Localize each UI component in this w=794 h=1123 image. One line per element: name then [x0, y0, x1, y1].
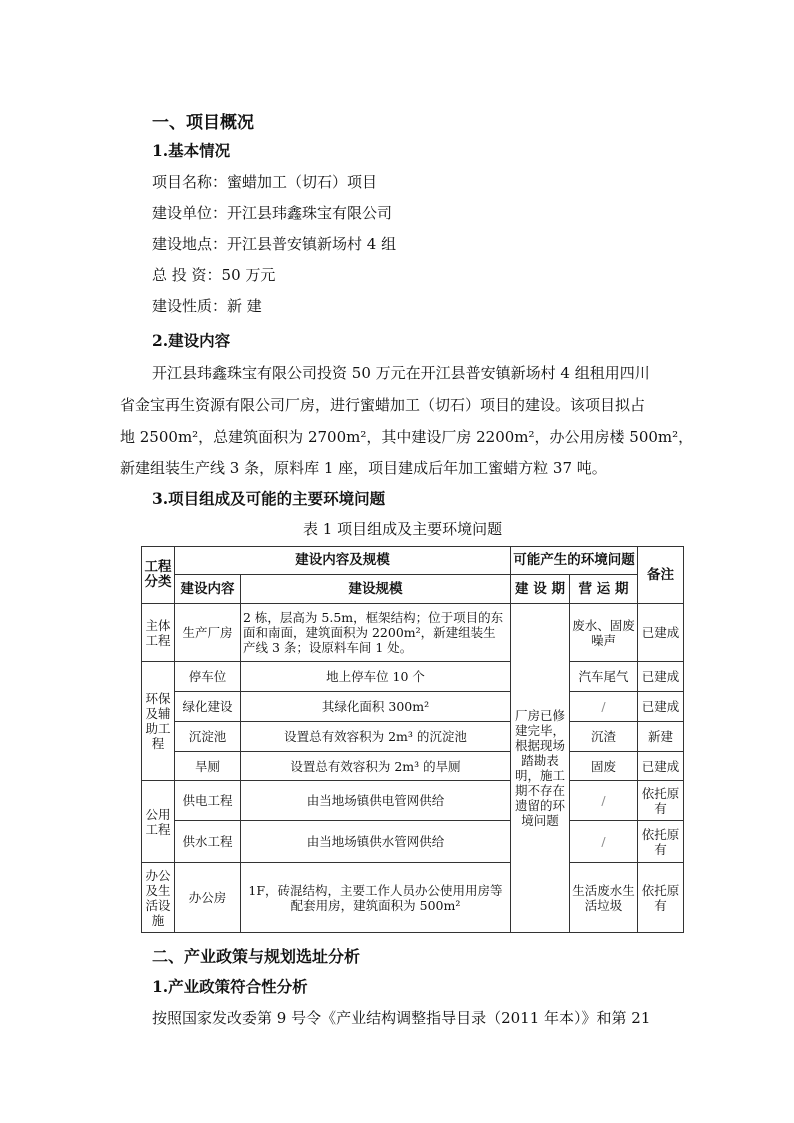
- policy-line: 按照国家发改委第 9 号令《产业结构调整指导目录（2011 年本）》和第 21: [152, 1009, 651, 1027]
- row-content: 旱厕: [175, 752, 241, 781]
- paragraph-line: 新建组装生产线 3 条，原料库 1 座，项目建成后年加工蜜蜡方粒 37 吨。: [120, 459, 607, 477]
- row-operation: 固废: [570, 752, 638, 781]
- header-content-scale: 建设内容及规模: [175, 547, 511, 575]
- project-composition-table: [141, 546, 684, 933]
- row-operation: 生活废水生活垃圾: [570, 863, 638, 933]
- row-remark: 已建成: [638, 692, 684, 722]
- section1-title: 一、项目概况: [152, 113, 254, 133]
- row-scale: 其绿化面积 300m²: [241, 692, 511, 722]
- row-content: 供电工程: [175, 781, 241, 821]
- row-scale: 设置总有效容积为 2m³ 的沉淀池: [241, 722, 511, 752]
- subheading-construction-content: 2.建设内容: [152, 331, 231, 350]
- header-category: 工程分类: [142, 547, 175, 604]
- table-header-row: [142, 547, 684, 575]
- row-operation: 沉渣: [570, 722, 638, 752]
- subheading-policy: 1.产业政策符合性分析: [152, 977, 308, 996]
- info-line-builder: 建设单位：开江县玮鑫珠宝有限公司: [152, 204, 393, 222]
- row-content: 供水工程: [175, 821, 241, 863]
- group-main: 主体工程: [142, 604, 175, 662]
- row-remark: 已建成: [638, 662, 684, 692]
- row-remark: 依托原有: [638, 863, 684, 933]
- table-row: [142, 692, 684, 722]
- row-operation: /: [570, 692, 638, 722]
- header-construction: 建 设 期: [511, 575, 570, 604]
- table-subheader-row: [142, 575, 684, 604]
- table-row: [142, 821, 684, 863]
- header-env-issues: 可能产生的环境问题: [511, 547, 638, 575]
- row-remark: 依托原有: [638, 781, 684, 821]
- paragraph-line: 开江县玮鑫珠宝有限公司投资 50 万元在开江县普安镇新场村 4 组租用四川: [152, 364, 650, 382]
- row-scale: 地上停车位 10 个: [241, 662, 511, 692]
- row-operation: 汽车尾气: [570, 662, 638, 692]
- header-remarks: 备注: [638, 547, 684, 604]
- subheading-composition: 3.项目组成及可能的主要环境问题: [152, 489, 386, 508]
- construction-note: 厂房已修建完毕，根据现场踏勘表明，施工期不存在遗留的环境问题: [511, 604, 570, 933]
- subheading-basic-info: 1.基本情况: [152, 141, 231, 160]
- row-operation: /: [570, 781, 638, 821]
- row-scale: 1F，砖混结构，主要工作人员办公使用用房等配套用房，建筑面积为 500m²: [241, 863, 511, 933]
- row-content: 生产厂房: [175, 604, 241, 662]
- row-scale: 由当地场镇供电管网供给: [241, 781, 511, 821]
- row-operation: /: [570, 821, 638, 863]
- row-content: 办公房: [175, 863, 241, 933]
- group-utility: 公用工程: [142, 781, 175, 863]
- group-office: 办公及生活设施: [142, 863, 175, 933]
- row-remark: 依托原有: [638, 821, 684, 863]
- header-scale: 建设规模: [241, 575, 511, 604]
- row-remark: 已建成: [638, 604, 684, 662]
- table-row: [142, 722, 684, 752]
- info-line-investment: 总 投 资：50 万元: [152, 266, 276, 284]
- paragraph-line: 地 2500m²，总建筑面积为 2700m²，其中建设厂房 2200m²，办公用房楼 500m²，: [120, 428, 694, 446]
- table-row: [142, 752, 684, 781]
- info-line-nature: 建设性质：新 建: [152, 297, 262, 315]
- row-remark: 新建: [638, 722, 684, 752]
- row-remark: 已建成: [638, 752, 684, 781]
- table-row: [142, 604, 684, 662]
- group-env-aux: 环保及辅助工程: [142, 662, 175, 781]
- table-row: [142, 781, 684, 821]
- table-row: [142, 662, 684, 692]
- row-scale: 设置总有效容积为 2m³ 的旱厕: [241, 752, 511, 781]
- header-content: 建设内容: [175, 575, 241, 604]
- row-scale: 由当地场镇供水管网供给: [241, 821, 511, 863]
- row-operation: 废水、固废噪声: [570, 604, 638, 662]
- row-content: 停车位: [175, 662, 241, 692]
- table-caption: 表 1 项目组成及主要环境问题: [303, 520, 503, 538]
- info-line-location: 建设地点：开江县普安镇新场村 4 组: [152, 235, 397, 253]
- header-operation: 营 运 期: [570, 575, 638, 604]
- info-line-project-name: 项目名称：蜜蜡加工（切石）项目: [152, 173, 378, 191]
- paragraph-line: 省金宝再生资源有限公司厂房，进行蜜蜡加工（切石）项目的建设。该项目拟占: [120, 396, 646, 414]
- row-scale: 2 栋，层高为 5.5m，框架结构；位于项目的东面和南面，建筑面积为 2200m²，新建组装生产线 3 条；设原料车间 1 处。: [241, 604, 511, 662]
- row-content: 沉淀池: [175, 722, 241, 752]
- section2-title: 二、产业政策与规划选址分析: [152, 947, 361, 966]
- row-content: 绿化建设: [175, 692, 241, 722]
- table-row: [142, 863, 684, 933]
